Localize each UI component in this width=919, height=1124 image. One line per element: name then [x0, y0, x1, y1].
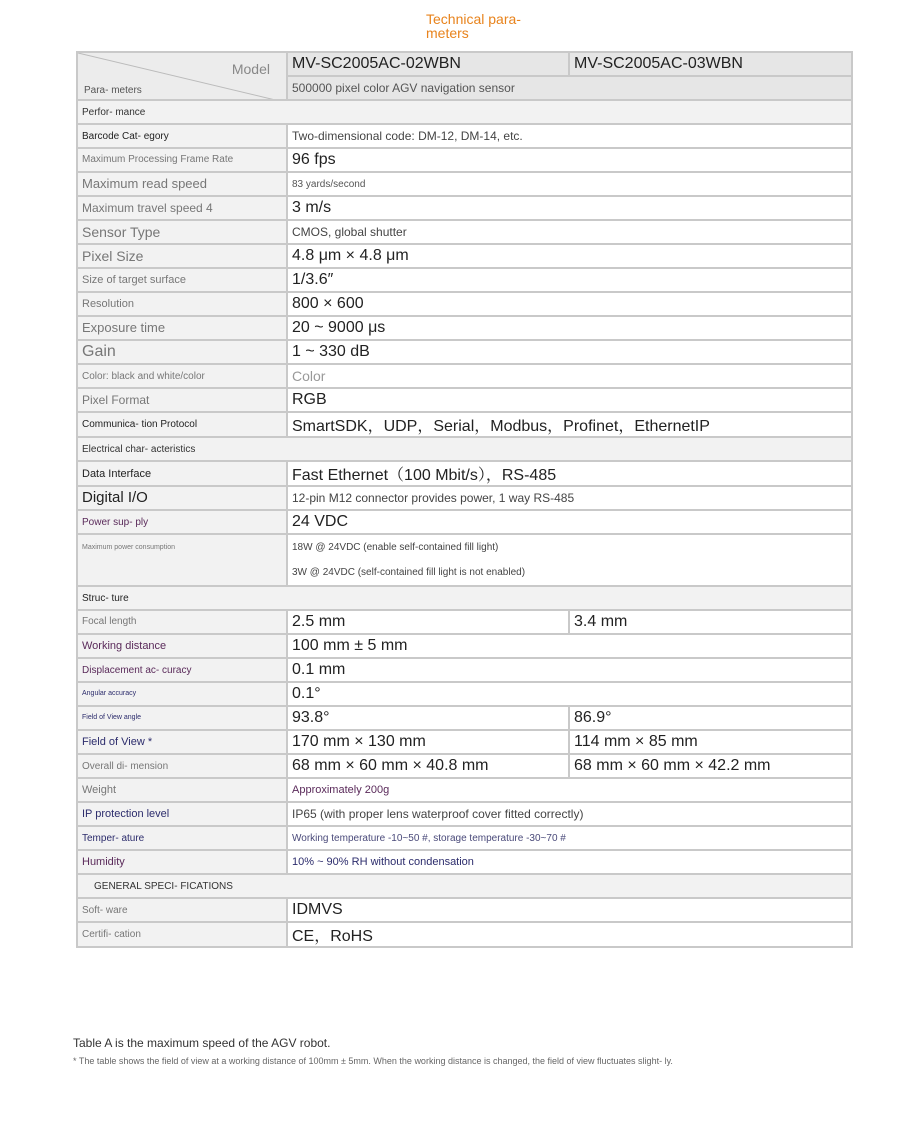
- row-label: Maximum Processing Frame Rate: [77, 148, 287, 172]
- page-title: Technical para- meters: [426, 11, 521, 41]
- row-value: 3 m/s: [287, 196, 852, 220]
- row-value-b: 114 mm × 85 mm: [569, 730, 852, 754]
- row-label: Field of View *: [77, 730, 287, 754]
- row-label: Size of target surface: [77, 268, 287, 292]
- section-structure: [77, 586, 852, 610]
- row-value: CMOS, global shutter: [287, 220, 852, 244]
- row-value: 10% ~ 90% RH without condensation: [287, 850, 852, 874]
- row-label: Barcode Cat- egory: [77, 124, 287, 148]
- row-data-interface: [77, 461, 852, 486]
- row-label: Maximum power consumption: [77, 534, 287, 586]
- row-value: 0.1°: [287, 682, 852, 706]
- row-software: [77, 898, 852, 922]
- row-label: Angular accuracy: [77, 682, 287, 706]
- row-label: Resolution: [77, 292, 287, 316]
- row-gain: [77, 340, 852, 364]
- row-value-b: 86.9°: [569, 706, 852, 730]
- row-angular: [77, 682, 852, 706]
- row-value: IDMVS: [287, 898, 852, 922]
- row-digital-io: [77, 486, 852, 510]
- row-value: 83 yards/second: [287, 172, 852, 196]
- power-line-2: 3W @ 24VDC (self-contained fill light is not enabled): [292, 566, 526, 578]
- row-weight: [77, 778, 852, 802]
- row-label: Overall di- mension: [77, 754, 287, 778]
- row-value: 20 ~ 9000 μs: [287, 316, 852, 340]
- model-a: MV-SC2005AC-02WBN: [287, 52, 569, 76]
- row-fov-angle: [77, 706, 852, 730]
- header-corner-cell: [77, 52, 287, 100]
- row-value-b: 68 mm × 60 mm × 42.2 mm: [569, 754, 852, 778]
- row-label: Working distance: [77, 634, 287, 658]
- row-value: Two-dimensional code: DM-12, DM-14, etc.: [287, 124, 852, 148]
- row-value-b: 3.4 mm: [569, 610, 852, 634]
- row-label: Digital I/O: [77, 486, 287, 510]
- section-performance: [77, 100, 852, 124]
- row-protocol: [77, 412, 852, 437]
- row-label: Pixel Size: [77, 244, 287, 268]
- row-label: Pixel Format: [77, 388, 287, 412]
- header-row: [77, 52, 852, 76]
- model-label: Model: [231, 61, 270, 77]
- row-value: Fast Ethernet（100 Mbit/s），RS-485: [287, 461, 852, 486]
- section-electrical: [77, 437, 852, 461]
- row-label: Color: black and white/color: [77, 364, 287, 388]
- row-label: IP protection level: [77, 802, 287, 826]
- row-value: [287, 534, 852, 586]
- row-value: 1 ~ 330 dB: [287, 340, 852, 364]
- row-pixel-format: [77, 388, 852, 412]
- row-label: Maximum travel speed 4: [77, 196, 287, 220]
- model-b: MV-SC2005AC-03WBN: [569, 52, 852, 76]
- row-label: Focal length: [77, 610, 287, 634]
- row-label: Temper- ature: [77, 826, 287, 850]
- row-label: Displacement ac- curacy: [77, 658, 287, 682]
- row-label: Exposure time: [77, 316, 287, 340]
- row-label: Sensor Type: [77, 220, 287, 244]
- row-power-supply: [77, 510, 852, 534]
- row-pixel-size: [77, 244, 852, 268]
- row-ip: [77, 802, 852, 826]
- row-temperature: [77, 826, 852, 850]
- section-label: Electrical char- acteristics: [77, 437, 852, 461]
- row-value-a: 68 mm × 60 mm × 40.8 mm: [287, 754, 569, 778]
- row-sensor-type: [77, 220, 852, 244]
- row-label: Communica- tion Protocol: [77, 412, 287, 437]
- row-label: Weight: [77, 778, 287, 802]
- row-value: 24 VDC: [287, 510, 852, 534]
- row-dimension: [77, 754, 852, 778]
- row-value: Approximately 200g: [287, 778, 852, 802]
- row-value: Color: [287, 364, 852, 388]
- row-frame-rate: [77, 148, 852, 172]
- row-value: SmartSDK，UDP，Serial，Modbus，Profinet，EthernetIP: [287, 412, 852, 437]
- row-value: IP65 (with proper lens waterproof cover fitted correctly): [287, 802, 852, 826]
- row-value: Working temperature -10~50 #, storage temperature -30~70 #: [287, 826, 852, 850]
- section-label: Struc- ture: [77, 586, 852, 610]
- power-line-1: 18W @ 24VDC (enable self-contained fill light): [292, 541, 499, 553]
- row-value-a: 93.8°: [287, 706, 569, 730]
- row-value: 12-pin M12 connector provides power, 1 way RS-485: [287, 486, 852, 510]
- row-value: 0.1 mm: [287, 658, 852, 682]
- row-value: 100 mm ± 5 mm: [287, 634, 852, 658]
- row-label: Field of View angle: [77, 706, 287, 730]
- row-certification: [77, 922, 852, 947]
- row-value: 4.8 μm × 4.8 μm: [287, 244, 852, 268]
- row-value-a: 170 mm × 130 mm: [287, 730, 569, 754]
- row-fov: [77, 730, 852, 754]
- row-resolution: [77, 292, 852, 316]
- row-value: CE，RoHS: [287, 922, 852, 947]
- footnote-b: * The table shows the field of view at a working distance of 100mm ± 5mm. When the working distance is changed, the field of view fluctuates slight- ly.: [73, 1056, 673, 1066]
- row-working-distance: [77, 634, 852, 658]
- row-value-a: 2.5 mm: [287, 610, 569, 634]
- row-barcode: [77, 124, 852, 148]
- row-color: [77, 364, 852, 388]
- spec-table: [76, 51, 853, 948]
- parameters-label: Para- meters: [84, 85, 142, 96]
- product-subtitle: 500000 pixel color AGV navigation sensor: [287, 76, 852, 100]
- row-label: Soft- ware: [77, 898, 287, 922]
- row-focal-length: [77, 610, 852, 634]
- row-label: Data Interface: [77, 461, 287, 486]
- row-value: 800 × 600: [287, 292, 852, 316]
- row-value: 1/3.6″: [287, 268, 852, 292]
- row-label: Power sup- ply: [77, 510, 287, 534]
- section-label: Perfor- mance: [77, 100, 852, 124]
- row-displacement: [77, 658, 852, 682]
- row-travel-speed: [77, 196, 852, 220]
- row-exposure: [77, 316, 852, 340]
- row-target-surface: [77, 268, 852, 292]
- row-value: RGB: [287, 388, 852, 412]
- row-read-speed: [77, 172, 852, 196]
- row-humidity: [77, 850, 852, 874]
- row-value: 96 fps: [287, 148, 852, 172]
- row-label: Gain: [77, 340, 287, 364]
- section-label: GENERAL SPECI- FICATIONS: [77, 874, 852, 898]
- row-label: Certifi- cation: [77, 922, 287, 947]
- footnote-a: Table A is the maximum speed of the AGV robot.: [73, 1036, 331, 1050]
- section-general: [77, 874, 852, 898]
- row-label: Maximum read speed: [77, 172, 287, 196]
- row-label: Humidity: [77, 850, 287, 874]
- row-power-consumption: [77, 534, 852, 586]
